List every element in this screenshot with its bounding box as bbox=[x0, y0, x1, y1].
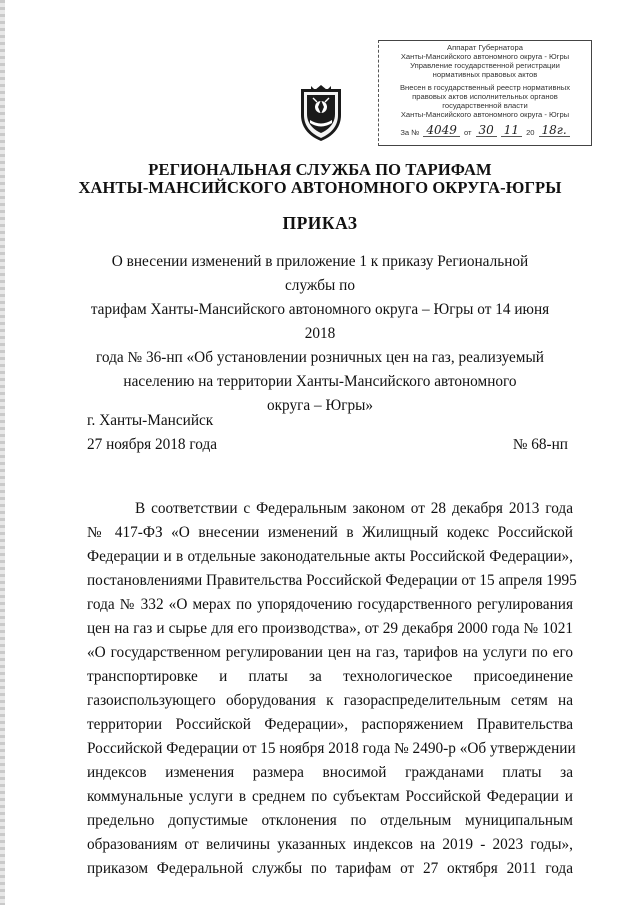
body-line: В соответствии с Федеральным законом от 28 декабря 2013 года bbox=[135, 500, 573, 517]
stamp-line: Ханты-Мансийского автономного округа - Югры bbox=[400, 52, 570, 61]
body-line: № 417-ФЗ «О внесении изменений в Жилищный кодекс Российской bbox=[87, 524, 573, 541]
subject-line: населению на территории Ханты-Мансийского автономного bbox=[123, 373, 517, 390]
stamp-registration-row bbox=[382, 121, 588, 137]
body-line: образованиям от величины указанных индексов на 2019 - 2023 годы», bbox=[87, 836, 573, 853]
stamp-line: Аппарат Губернатора bbox=[447, 43, 523, 52]
org-name-line2: ХАНТЫ-МАНСИЙСКОГО АВТОНОМНОГО ОКРУГА-ЮГРЫ bbox=[78, 178, 562, 197]
body-line: цен на газ и сырье для его производства», от 29 декабря 2000 года № 1021 bbox=[87, 620, 573, 637]
body-line: Российской Федерации от 15 ноября 2018 года № 2490-р «Об утверждении bbox=[87, 740, 576, 757]
issue-date: 27 ноября 2018 года bbox=[87, 436, 218, 453]
stamp-line: Ханты-Мансийского автономного округа - Югры bbox=[400, 110, 570, 119]
stamp-line: правовых актов исполнительных органов bbox=[412, 92, 558, 101]
stamp-line: государственной власти bbox=[442, 101, 528, 110]
subject-line: О внесении изменений в приложение 1 к приказу Региональной службы по bbox=[111, 253, 529, 294]
stamp-reg-month: 11 bbox=[501, 124, 522, 137]
registration-stamp bbox=[378, 40, 592, 146]
document-type: ПРИКАЗ bbox=[282, 213, 358, 233]
coat-of-arms-icon bbox=[297, 85, 345, 143]
document-subject bbox=[90, 250, 550, 418]
body-line: транспортировке и платы за технологическое присоединение bbox=[87, 668, 573, 685]
stamp-reg-day: 30 bbox=[476, 124, 497, 137]
stamp-reg-year: 20 bbox=[526, 128, 535, 137]
stamp-line: Внесен в государственный реестр нормативных bbox=[399, 83, 571, 92]
scan-edge bbox=[0, 0, 5, 905]
stamp-reg-year-suffix: 18г. bbox=[539, 124, 570, 137]
issue-city: г. Ханты-Мансийск bbox=[87, 412, 214, 429]
stamp-reg-number: 4049 bbox=[423, 124, 460, 137]
body-line: индексов изменения размера вносимой гражданами платы за bbox=[87, 764, 573, 781]
body-line: «О государственном регулировании цен на газ, тарифов на услуги по его bbox=[87, 644, 573, 661]
stamp-reg-from: от bbox=[463, 128, 472, 137]
body-line: Федерации и в отдельные законодательные акты Российской Федерации», bbox=[87, 548, 573, 565]
body-line: постановлениями Правительства Российской Федерации от 15 апреля 1995 bbox=[87, 572, 577, 589]
body-paragraph bbox=[87, 497, 577, 881]
body-line: предельно допустимые отклонения по отдельным муниципальным bbox=[87, 812, 573, 829]
subject-line: года № 36-нп «Об установлении розничных цен на газ, реализуемый bbox=[96, 349, 544, 366]
body-line: газоиспользующего оборудования к газораспределительным сетям на bbox=[87, 692, 573, 709]
subject-line: округа – Югры» bbox=[266, 397, 374, 414]
stamp-line: Управление государственной регистрации bbox=[410, 61, 560, 70]
body-line: коммунальные услуги в среднем по субъектам Российской Федерации и bbox=[87, 788, 573, 805]
body-line: года № 332 «О мерах по упорядочению государственного регулирования bbox=[87, 596, 573, 613]
document-number: № 68-нп bbox=[512, 436, 568, 453]
subject-line: тарифам Ханты-Мансийского автономного округа – Югры от 14 июня 2018 bbox=[90, 301, 550, 342]
body-line: территории Российской Федерации», распоряжением Правительства bbox=[87, 716, 573, 733]
org-name-line1: РЕГИОНАЛЬНАЯ СЛУЖБА ПО ТАРИФАМ bbox=[148, 160, 492, 179]
body-line: приказом Федеральной службы по тарифам от 27 октября 2011 года bbox=[87, 860, 573, 877]
stamp-reg-prefix: За № bbox=[400, 128, 420, 137]
stamp-line: нормативных правовых актов bbox=[432, 70, 538, 79]
